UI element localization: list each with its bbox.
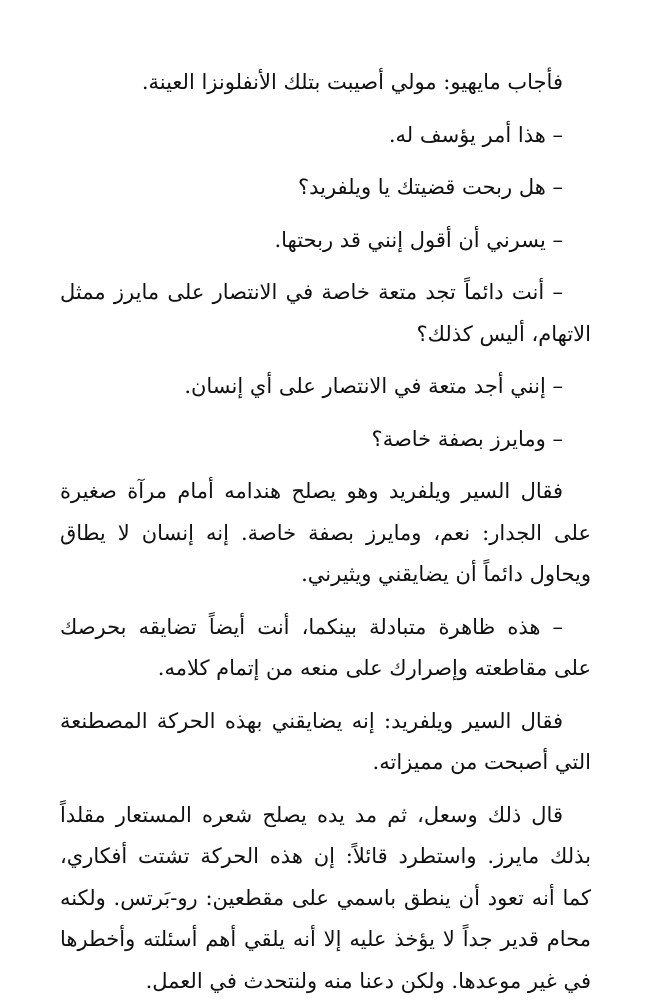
paragraph: فقال السير ويلفريد وهو يصلح هندامه أمام مرآة صغيرة على الجدار: نعم، ومايرز بصفة خاصة. إنه إنسان لا يطاق ويحاول دائماً أن يضايقني ويثيرني. [60, 471, 591, 596]
dialogue-line: – يسرني أن أقول إنني قد ربحتها. [60, 220, 591, 262]
paragraph: قال ذلك وسعل، ثم مد يده يصلح شعره المستعار مقلداً بذلك مايرز. واستطرد قائلاً: إن هذه الحركة تشتت أفكاري، كما أنه تعود أن ينطق باسمي على مقطعين: رو-بَرتس. ولكنه محام قدير جداً لا يؤخذ عليه إلا أنه يلقي أهم أسئلته وأخطرها في غير موعدها. ولكن دعنا منه ولنتحدث في العمل. [60, 795, 591, 1002]
dialogue-line: – هذا أمر يؤسف له. [60, 115, 591, 157]
dialogue-line: – هل ربحت قضيتك يا ويلفريد؟ [60, 167, 591, 209]
paragraph: فقال السير ويلفريد: إنه يضايقني بهذه الحركة المصطنعة التي أصبحت من مميزاته. [60, 701, 591, 784]
dialogue-line: – أنت دائماً تجد متعة خاصة في الانتصار على مايرز ممثل الاتهام، أليس كذلك؟ [60, 272, 591, 355]
dialogue-line: – إنني أجد متعة في الانتصار على أي إنسان. [60, 366, 591, 408]
dialogue-line: – هذه ظاهرة متبادلة بينكما، أنت أيضاً تضايقه بحرصك على مقاطعته وإصرارك على منعه من إتمام كلامه. [60, 607, 591, 690]
paragraph: فأجاب مايهيو: مولي أصيبت بتلك الأنفلونزا العينة. [60, 62, 591, 104]
dialogue-line: – ومايرز بصفة خاصة؟ [60, 419, 591, 461]
